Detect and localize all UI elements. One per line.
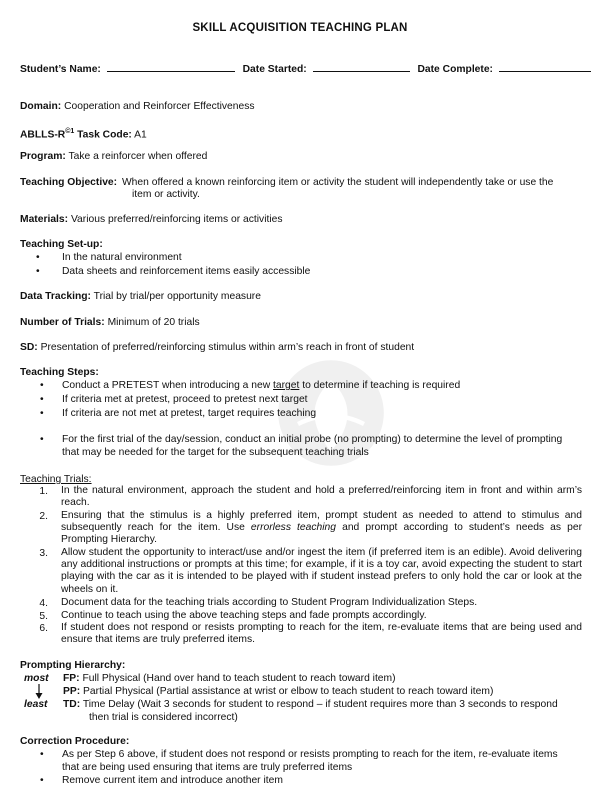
trial-text: Allow student the opportunity to interact/use and/or ingest the item (if preferred item is an edible). Avoid delivering any additional instructions or prompts at this time; for example, if it is a toy car, avoid expecting the student to start playing with the car as it is intended to be played with if student instead prefers to only hold the car or look at the wheels on it.: [61, 547, 582, 595]
program-value: Take a reinforcer when offered: [68, 151, 208, 162]
trial-text-pre: Ensuring that the stimulus is a highly preferred item, prompt student as needed to attend to stimulus and subsequently reach for the item. Use: [61, 510, 582, 534]
td-code: TD:: [63, 699, 81, 710]
step-text-post: to determine if teaching is required: [299, 380, 461, 391]
sd-line: [20, 341, 582, 354]
hierarchy-heading: Prompting Hierarchy:: [20, 660, 126, 671]
least-label: least: [24, 699, 48, 710]
trial-number: 2.: [39, 511, 48, 522]
task-code-label-pre: ABLLS-R: [20, 129, 66, 141]
correction-heading: Correction Procedure:: [20, 736, 130, 747]
target-link[interactable]: target: [273, 380, 300, 391]
domain-value: Cooperation and Reinforcer Effectiveness: [64, 101, 255, 112]
materials-label: Materials:: [20, 214, 69, 225]
page-title: SKILL ACQUISITION TEACHING PLAN: [192, 22, 408, 34]
sd-value: Presentation of preferred/reinforcing stimulus within arm’s reach in front of student: [40, 342, 415, 353]
data-tracking-value: Trial by trial/per opportunity measure: [93, 291, 261, 302]
date-started-field[interactable]: [313, 61, 410, 72]
setup-item-text: In the natural environment: [62, 252, 182, 263]
bullet-dot: •: [40, 434, 44, 445]
trials-line: [20, 316, 582, 329]
trial-text: If student does not respond or resists prompting to reach for the item, re-evaluate items that are being used and ensure that items are truly preferred items.: [61, 622, 582, 646]
most-label: most: [24, 673, 49, 684]
trial-number: 3.: [39, 548, 48, 559]
step-text: If criteria are not met at pretest, target requires teaching: [62, 408, 317, 419]
program-label: Program:: [20, 151, 66, 162]
domain-line: [20, 100, 582, 113]
trial-text: Continue to teach using the above teaching steps and fade prompts accordingly.: [61, 610, 427, 621]
steps-heading: Teaching Steps:: [20, 367, 99, 378]
teaching-trials-heading: Teaching Trials:: [20, 474, 92, 485]
student-info-header: [20, 61, 591, 75]
student-name-label: Student’s Name:: [20, 64, 101, 75]
setup-heading: Teaching Set-up:: [20, 239, 103, 250]
trial-text: [61, 510, 582, 547]
materials-line: [20, 213, 582, 226]
fp-line: [63, 672, 582, 685]
bullet-dot: •: [40, 380, 44, 391]
program-line: [20, 150, 582, 163]
bullet-dot: •: [36, 252, 40, 263]
trials-label: Number of Trials:: [20, 317, 105, 328]
data-tracking-label: Data Tracking:: [20, 291, 91, 302]
step-text: If criteria met at pretest, proceed to pretest next target: [62, 394, 308, 405]
trial-text-emphasis: errorless teaching: [250, 522, 336, 534]
date-started-label: Date Started:: [242, 64, 307, 75]
fp-text: Full Physical (Hand over hand to teach student to reach toward item): [82, 673, 396, 684]
td-text: Time Delay (Wait 3 seconds for student to respond – if student requires more than 3 seconds to respond: [82, 699, 558, 710]
trial-number: 5.: [39, 611, 48, 622]
pp-text: Partial Physical (Partial assistance at wrist or elbow to teach student to reach toward item): [83, 686, 494, 697]
setup-item-text: Data sheets and reinforcement items easily accessible: [62, 266, 311, 277]
objective-label: Teaching Objective:: [20, 177, 118, 188]
bullet-dot: •: [40, 408, 44, 419]
data-tracking-line: [20, 290, 582, 303]
objective-line-2: item or activity.: [132, 189, 200, 200]
task-code-label: Task Code:: [74, 129, 132, 141]
date-complete-field[interactable]: [499, 61, 591, 72]
trial-number: 4.: [39, 598, 48, 609]
correction-text: Remove current item and introduce another item: [62, 775, 283, 786]
materials-value: Various preferred/reinforcing items or activities: [70, 214, 283, 225]
trial-text: In the natural environment, approach the student and hold a preferred/reinforcing item in front and within arm’s reach.: [61, 485, 582, 509]
pp-line: [63, 685, 582, 698]
bullet-dot: •: [40, 394, 44, 405]
bullet-dot: •: [40, 775, 44, 786]
student-name-field[interactable]: [107, 61, 235, 72]
objective-text-1: When offered a known reinforcing item or activity the student will independently take or use the: [121, 177, 554, 188]
task-code-line: [20, 125, 582, 141]
fp-code: FP:: [63, 673, 80, 684]
step-text: For the first trial of the day/session, conduct an initial probe (no prompting) to determine the level of prompting: [62, 434, 563, 445]
domain-label: Domain:: [20, 101, 62, 112]
correction-text-cont: that are being used ensuring that items are truly preferred items: [62, 762, 353, 773]
trial-text-post: and prompt according to student’s needs as per Prompting Hierarchy.: [61, 522, 583, 546]
td-text-cont: then trial is considered incorrect): [89, 712, 238, 723]
td-line: [63, 698, 582, 711]
bullet-dot: •: [36, 266, 40, 277]
task-code-value: A1: [134, 129, 147, 141]
step-text-cont: that may be needed for the target for the subsequent teaching trials: [62, 447, 369, 458]
trials-value: Minimum of 20 trials: [107, 317, 200, 328]
pp-code: PP:: [63, 686, 81, 697]
trial-text: Document data for the teaching trials according to Student Program Individualization Steps.: [61, 597, 478, 608]
correction-text: As per Step 6 above, if student does not respond or resists prompting to reach for the item, re-evaluate items: [62, 749, 558, 760]
step-text-pre: Conduct a PRETEST when introducing a new: [62, 380, 274, 391]
bullet-dot: •: [40, 749, 44, 760]
step-text: [62, 379, 460, 392]
trial-number: 1.: [39, 486, 48, 497]
task-code-sup: ©1: [65, 128, 75, 135]
date-complete-label: Date Complete:: [417, 64, 493, 75]
sd-label: SD:: [20, 342, 38, 353]
trial-number: 6.: [39, 623, 48, 634]
